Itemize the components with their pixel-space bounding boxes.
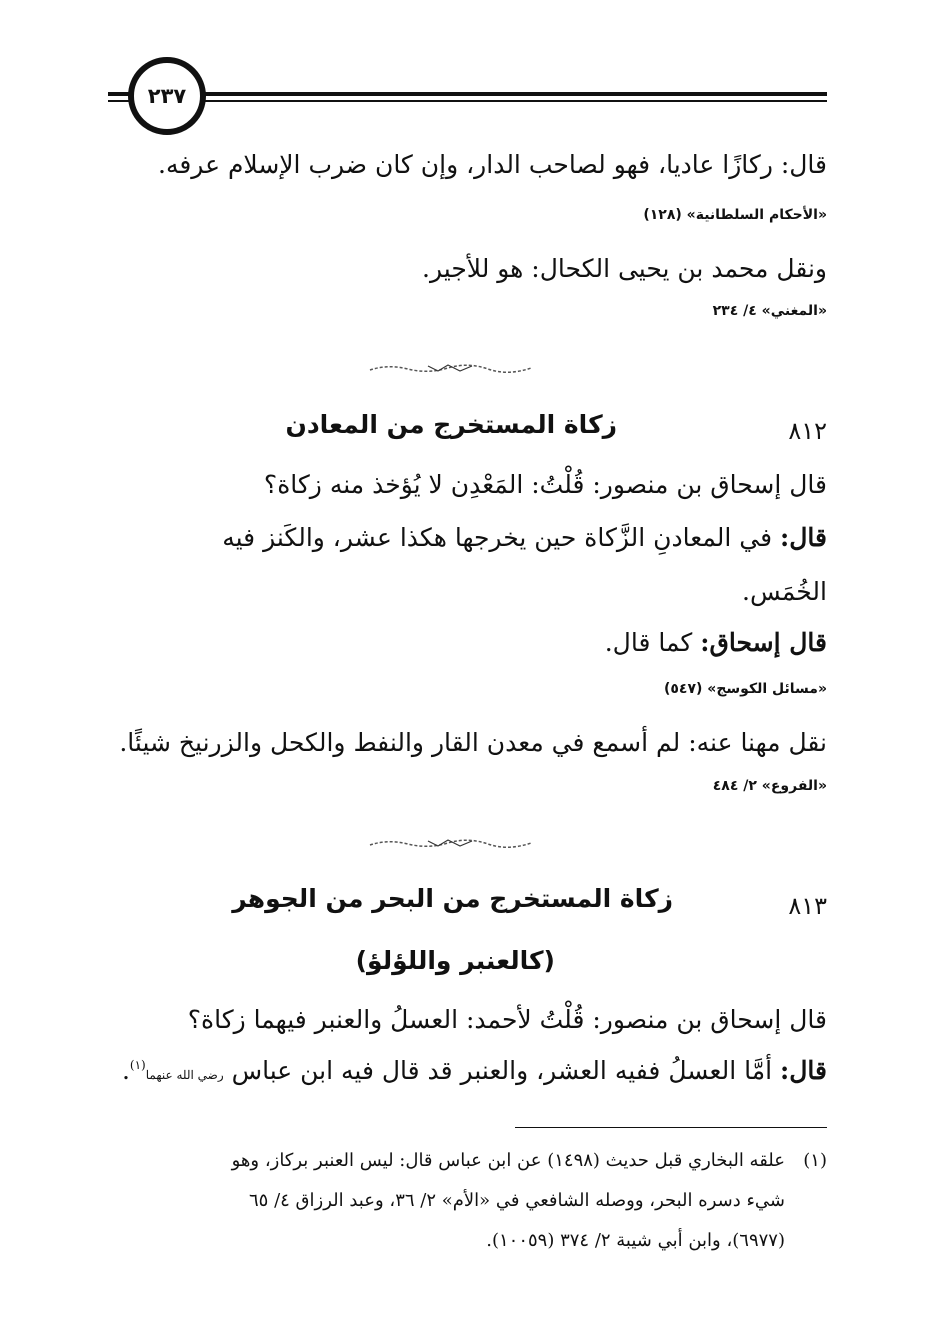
body-line: نقل مهنا عنه: لم أسمع في معدن القار والنفط والكحل والزرنيخ شيئًا.	[119, 728, 827, 757]
page-header	[0, 0, 935, 140]
body-line	[222, 523, 827, 552]
source-citation: «مسائل الكوسج» (٥٤٧)	[663, 681, 827, 697]
page-number: ٢٣٧	[128, 57, 206, 135]
section-subtitle: (كالعنبر واللؤلؤ)	[355, 946, 555, 975]
body-text: كما قال.	[604, 628, 693, 657]
body-line	[122, 1056, 827, 1085]
speaker-label: قال:	[780, 1056, 827, 1085]
footnote-line: شيء دسره البحر، ووصله الشافعي في «الأم» ٢/ ٣٦، وعبد الرزاق ٤/ ٦٥	[249, 1190, 785, 1211]
source-citation: «الفروع» ٢/ ٤٨٤	[712, 778, 827, 794]
ornament-divider	[368, 837, 533, 849]
honorific-glyph: رضي الله عنهما	[145, 1068, 224, 1082]
footnote-line: (٦٩٧٧)، وابن أبي شيبة ٢/ ٣٧٤ (١٠٠٥٩).	[486, 1230, 785, 1251]
header-rule-right-thin	[200, 100, 827, 102]
section-title: زكاة المستخرج من المعادن	[285, 410, 617, 439]
body-line: ونقل محمد بن يحيى الكحال: هو للأجير.	[422, 254, 827, 283]
body-text-end: .	[121, 1056, 130, 1085]
header-rule-right	[200, 92, 827, 96]
body-line: قال: ركازًا عاديا، فهو لصاحب الدار، وإن كان ضرب الإسلام عرفه.	[158, 150, 827, 179]
ornament-divider	[368, 362, 533, 374]
body-line: قال إسحاق بن منصور: قُلْتُ لأحمد: العسلُ والعنبر فيهما زكاة؟	[187, 1005, 827, 1034]
body-line	[605, 628, 827, 657]
body-text: في المعادنِ الزَّكاة حين يخرجها هكذا عشر، والكَنز فيه	[222, 523, 773, 552]
footnote-separator	[515, 1127, 827, 1128]
section-title: زكاة المستخرج من البحر من الجوهر	[232, 884, 673, 913]
section-number: ٨١٣	[788, 892, 827, 920]
speaker-label: قال إسحاق:	[700, 628, 827, 657]
source-citation: «المغني» ٤/ ٢٣٤	[712, 303, 827, 319]
body-text: أمَّا العسلُ ففيه العشر، والعنبر قد قال فيه ابن عباس	[231, 1056, 773, 1085]
source-citation: «الأحكام السلطانية» (١٢٨)	[643, 207, 827, 223]
footnote-marker: (١)	[803, 1150, 827, 1171]
speaker-label: قال:	[780, 523, 827, 552]
section-number: ٨١٢	[788, 417, 827, 445]
footnote-line: علقه البخاري قبل حديث (١٤٩٨) عن ابن عباس قال: ليس العنبر بركاز، وهو	[231, 1150, 785, 1171]
footnote-ref[interactable]: (١)	[129, 1058, 146, 1072]
body-line: قال إسحاق بن منصور: قُلْتُ: المَعْدِن لا يُؤخذ منه زكاة؟	[263, 470, 827, 499]
body-line: الخُمَس.	[742, 577, 827, 606]
